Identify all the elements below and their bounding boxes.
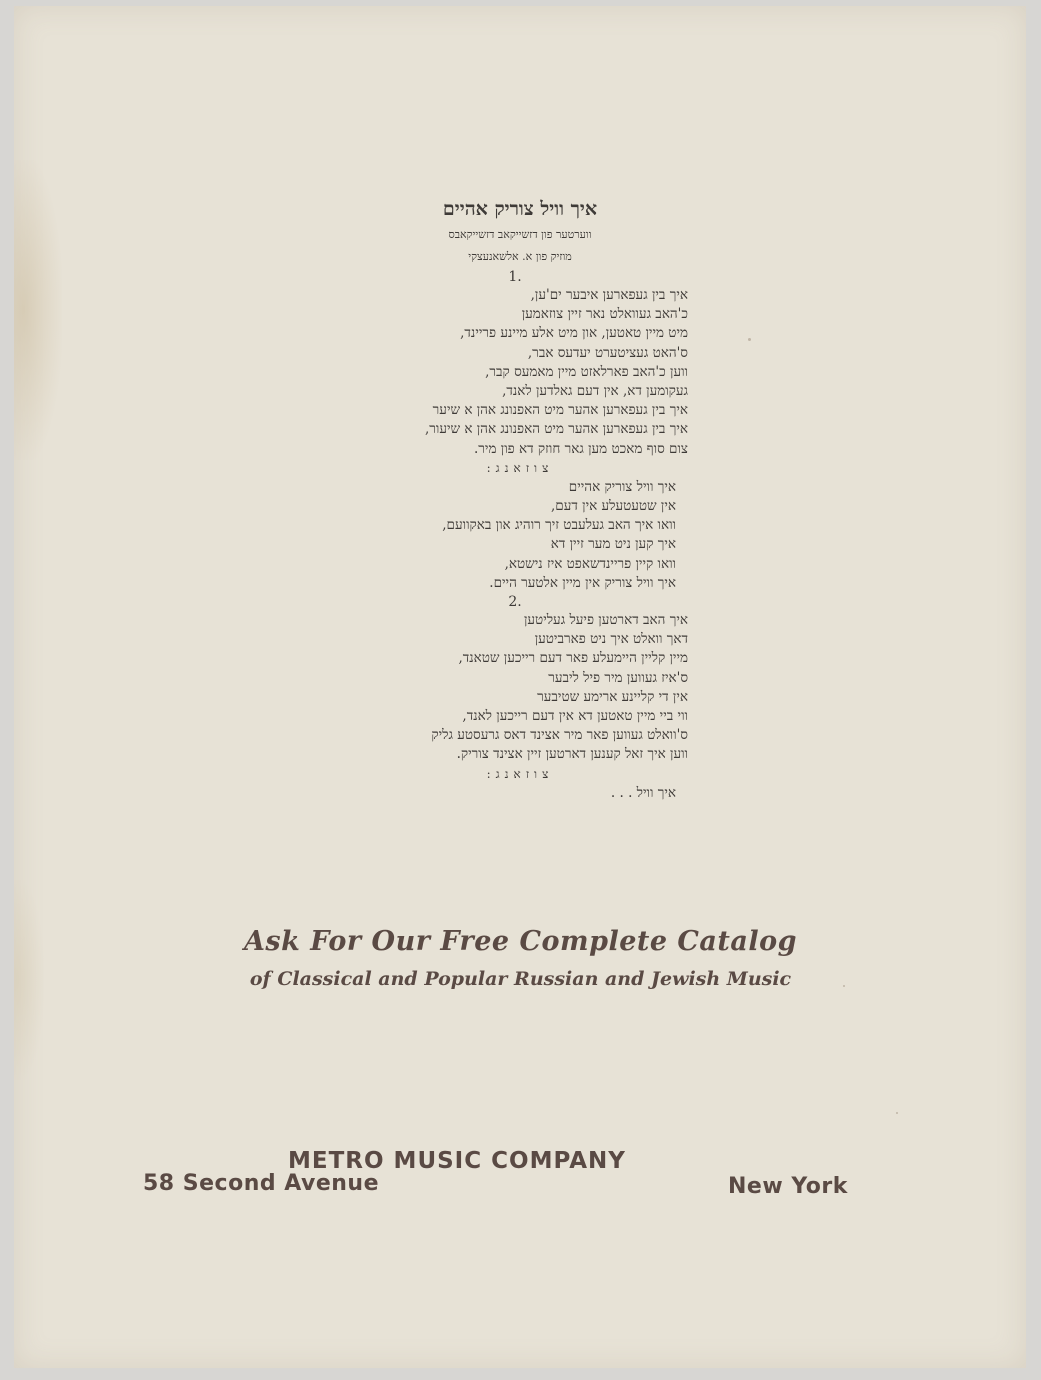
publisher-city: New York <box>728 1174 848 1199</box>
lyric-line: כ'האב געוואלט נאר זיין צוזאמען <box>521 306 688 323</box>
chorus-line: וואו קיין פריינדשאפט איז נישטא, <box>504 555 676 572</box>
paper-speck <box>896 1112 898 1114</box>
lyric-line: געקומען דא, אין דעם גאלדען לאנד, <box>502 383 688 400</box>
lyric-line: ס'וואלט געווען פאר מיר אצינד דאס גרעסטע גליק <box>431 727 688 744</box>
chorus-line: איך קען ניט מער זיין דא <box>550 536 676 553</box>
water-stain <box>14 160 62 460</box>
lyric-line: מיט מיין טאטען, און מיט אלע מיינע פריינד, <box>460 325 688 342</box>
lyric-line: איך בין געפארען איבער ים'ען, <box>530 287 688 303</box>
chorus-label: צוזאנג: <box>486 766 554 781</box>
chorus-line: איך וויל . . . <box>610 784 676 801</box>
chorus-line: איך וויל צוריק אין מיין אלטער היים. <box>489 574 676 591</box>
lyric-line: דאך וואלט איך ניט פארביטען <box>534 631 688 648</box>
lyric-line: מיין קליין היימעלע פאר דעם רייכען שטאנד, <box>458 650 688 667</box>
chorus-line: אין שטעטעלע אין דעם, <box>551 498 676 515</box>
lyric-line: אין די קליינע ארימע שטיבער <box>537 688 688 705</box>
verse-number: 2. <box>508 594 522 611</box>
lyric-line: איך האב דארטען פיעל געליטען <box>523 612 688 629</box>
lyric-line: איך בין געפארען אהער מיט האפנונג אהן א שיעור, <box>424 421 688 438</box>
lyricist-credit: ווערטער פון דזשייקאב דזשייקאבס <box>448 228 592 241</box>
chorus-label: צוזאנג: <box>486 460 554 475</box>
song-title: איך וויל צוריק אהיים <box>442 198 598 220</box>
lyric-line: איך בין געפארען אהער מיט האפנונג אהן א שיער <box>432 402 688 419</box>
chorus-line: וואו איך האב געלעבט זיך רוהיג און באקוועם, <box>442 517 676 534</box>
publisher-name: METRO MUSIC COMPANY <box>288 1148 626 1174</box>
lyric-line: צום סוף מאכט מען גאר חוזק דא פון מיר. <box>474 440 688 457</box>
composer-credit: מוזיק פון א. אלשאנעצקי <box>468 250 572 263</box>
lyric-line: ווען איך זאל קענען דארטען זיין אצינד צוריק. <box>456 746 688 763</box>
lyric-line: ווי ביי מיין טאטען דא אין דעם רייכען לאנד, <box>462 708 688 725</box>
catalog-headline: Ask For Our Free Complete Catalog <box>243 926 798 957</box>
verse-number: 1. <box>508 269 522 285</box>
lyric-line: ס'האט געציטערט יעדעס אבר, <box>527 344 688 361</box>
catalog-subline: of Classical and Popular Russian and Jewish Music <box>249 968 792 990</box>
chorus-line: איך וויל צוריק אהיים <box>568 478 676 495</box>
lyric-line: ווען כ'האב פארלאזט מיין מאמעס קבר, <box>485 363 688 380</box>
song-lyrics <box>300 196 740 803</box>
publisher-street: 58 Second Avenue <box>143 1171 380 1196</box>
lyric-line: ס'איז געווען מיר פיל ליבער <box>548 669 688 686</box>
paper-speck <box>748 338 751 341</box>
